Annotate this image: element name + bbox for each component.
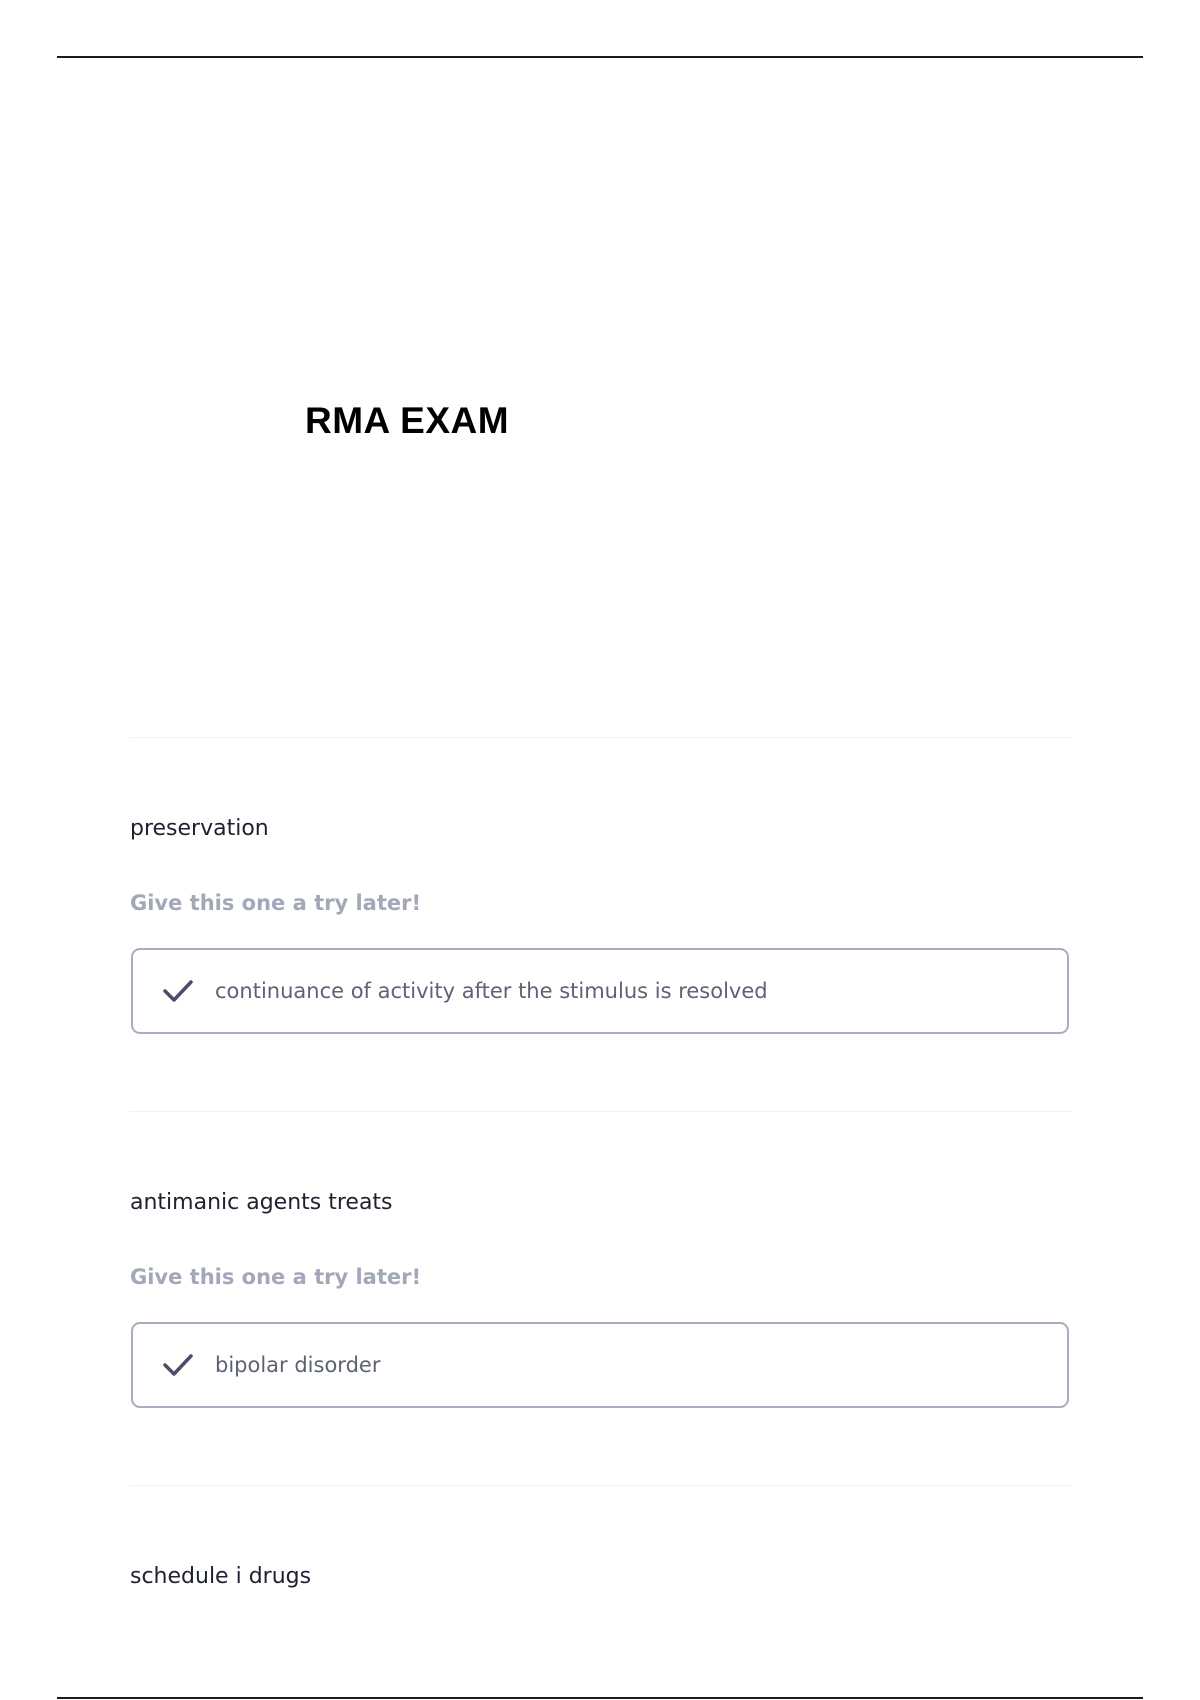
try-later-hint[interactable]: Give this one a try later! xyxy=(130,891,422,915)
card-separator xyxy=(130,737,1072,738)
check-icon xyxy=(161,977,195,1005)
card-separator xyxy=(130,1111,1072,1112)
top-rule xyxy=(57,56,1143,58)
question-text: preservation xyxy=(130,816,269,841)
question-text: schedule i drugs xyxy=(130,1564,312,1589)
bottom-rule xyxy=(57,1697,1143,1699)
card-separator xyxy=(130,1485,1072,1486)
question-text: antimanic agents treats xyxy=(130,1190,393,1215)
answer-option[interactable] xyxy=(131,948,1069,1034)
answer-text: continuance of activity after the stimulus is resolved xyxy=(215,979,768,1003)
answer-option[interactable] xyxy=(131,1322,1069,1408)
try-later-hint[interactable]: Give this one a try later! xyxy=(130,1265,422,1289)
answer-text: bipolar disorder xyxy=(215,1353,381,1377)
document-title: RMA EXAM xyxy=(305,400,510,441)
check-icon xyxy=(161,1351,195,1379)
